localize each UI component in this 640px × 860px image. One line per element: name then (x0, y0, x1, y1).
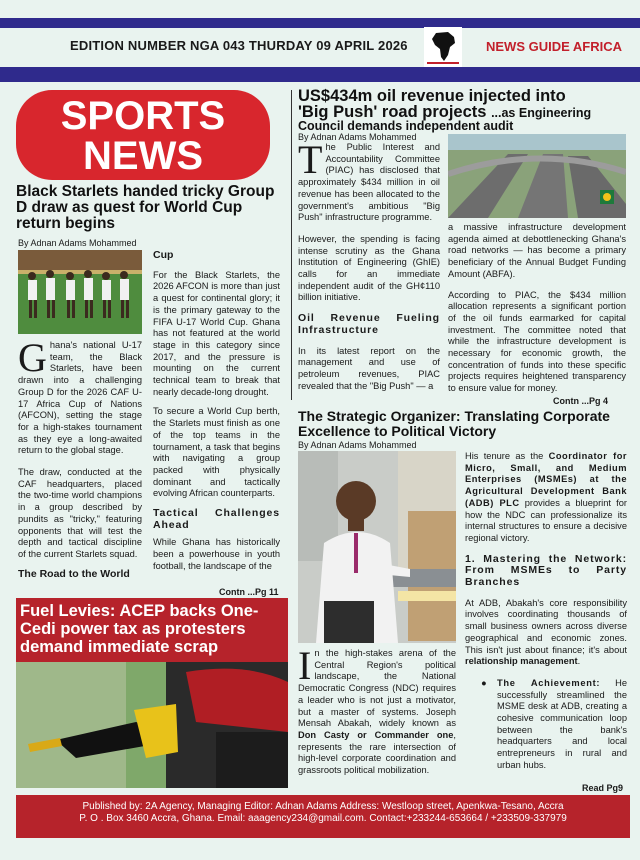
organizer-col2: His tenure as the Coordinator for Micro, Small, and Medium Enterprises (MSMEs) at the Agricultural Development Bank (ADB) PLC provides a blueprint for how the NDC can professionalize its internal structures to ensure a decisive regional victory. 1. Mastering the Network: From MSMEs to Party Branches At ADB, Abakah's core responsibility involves coordinating thousands of small business owners across diverse geographical and economic zones. This isn't just about finance; it's about relationship management. ● The Achievement: He successfully streamlined the MSME desk at ADB, creating a cohesive communication loop between the bank's headquarters and local entrepreneurs in rural and urban hubs. (465, 451, 628, 770)
oil-p1: he Public Interest and Accountability Committee (PIAC) has disclosed that approximately $434 million in oil revenue has been allocated to the government's ambitious "Big Push" infrastructure programme. (298, 142, 440, 223)
oil-byline: By Adnan Adams Mohammed (298, 132, 417, 142)
starlets-p2: The draw, conducted at the CAF headquarters, placed the two-time world champions in a group described by pundits as "tricky," featuring opponents that will test the depth and tactical discipline of the current Starlets squad. (18, 467, 142, 559)
starlets-sub1a: The Road to the World (18, 567, 130, 580)
oil-headline-2a: 'Big Push' road projects (298, 103, 487, 121)
starlets-dropcap: G (18, 335, 47, 380)
starlets-sub1b: Cup (153, 249, 174, 261)
africa-logo-icon (424, 27, 462, 67)
oil-p5: According to PIAC, the $434 million allocation represents a significant portion of the oil funds earmarked for capital investment. The committee noted that while the infrastructure development is necessary for economic growth, the concentration of funds into these specific projects requires heightened transparency to ensure value for money. (448, 289, 626, 394)
oil-p4: a massive infrastructure development agenda aimed at debottlenecking Ghana's road networks — has become a primary beneficiary of the Annual Budget Funding Amount (ABFA). (448, 222, 626, 279)
starlets-col2 (153, 250, 280, 573)
oil-headline-2b: ...as Engineering (491, 106, 592, 120)
organizer-p1c: provides a blueprint for how the NDC can professionalize its internal structures to ensure a decisive regional victory. (465, 497, 627, 543)
oil-dropcap: T (298, 137, 323, 182)
oil-headline-1: US$434m oil revenue injected into (298, 87, 566, 105)
starlets-p1: hana's national U-17 team, the Black Starlets, have been drawn into a challenging Group D for the 2026 CAF U-17 Africa Cup of Nations (AFCON), setting the stage for a high-stakes tournament as they eye a long-awaited return to the global stage. (18, 340, 142, 456)
starlets-p5: While Ghana has historically been a powerhouse in youth football, the landscape of the (153, 537, 280, 571)
organizer-p1: His tenure as the (465, 451, 544, 461)
organizer-headline: The Strategic Organizer: Translating Corporate Excellence to Political Victory (298, 408, 610, 439)
starlets-headline: Black Starlets handed tricky Group D draw as quest for World Cup return begins (16, 183, 275, 232)
organizer-p2b: relationship management (465, 656, 578, 667)
starlets-photo (18, 250, 142, 334)
banner-line-2: NEWS (83, 134, 203, 178)
oil-sub: Oil Revenue Fueling Infrastructure (298, 312, 440, 336)
starlets-col1 (18, 335, 142, 580)
fuel-headline: Fuel Levies: ACEP backs One-Cedi power tax as protesters demand immediate scrap (20, 602, 259, 656)
starlets-p4: To secure a World Cup berth, the Starlets must finish as one of the top teams in the tournament, a task that begins with navigating a group packed with physically dominant and tactically evolving African counterparts. (153, 406, 280, 499)
oil-continued: Contn ...Pg 4 (553, 396, 608, 406)
organizer-continued: Read Pg9 (582, 783, 624, 793)
oil-p2: However, the spending is facing intense scrutiny as the Ghana Institution of Engineering (GhIE) calls for an immediate independent audit of the GH¢110 billion initiative. (298, 233, 440, 303)
oil-col2 (448, 222, 626, 395)
organizer-lead-end: , represents the rare intersection of high-level corporate coordination and grassroots political mobilization. (298, 729, 456, 776)
organizer-bullet-text: He successfully streamlined the MSME desk at ADB, creating a cohesive communication loop between the bank's headquarters and local entrepreneurs in rural and urban hubs. (497, 677, 627, 770)
organizer-photo (298, 451, 456, 643)
organizer-lead-bold: Don Casty or Commander one (298, 729, 454, 740)
column-divider (291, 90, 292, 400)
organizer-bullet-label: The Achievement: (497, 677, 601, 688)
organizer-dropcap: I (298, 643, 312, 688)
fuel-headline-band (16, 598, 288, 662)
starlets-p3: For the Black Starlets, the 2026 AFCON is more than just a quest for continental glory; it is the primary gateway to the FIFA U-17 World Cup. Ghana has not featured at the world stage in this category since 2017, and the pressure is mounting on the current technical team to break that nearly decade-long drought. (153, 269, 280, 397)
masthead-rule (0, 67, 640, 82)
starlets-byline: By Adnan Adams Mohammed (18, 238, 137, 248)
brand-name: NEWS GUIDE AFRICA (486, 39, 623, 54)
organizer-col1 (298, 643, 456, 777)
sports-news-banner (16, 90, 270, 180)
starlets-sub2: Tactical Challenges Ahead (153, 507, 280, 531)
footer-line-1: Published by: 2A Agency, Managing Editor: Adnan Adams Address: Westloop street, Apenkwa-Tesano, Accra (82, 801, 564, 812)
organizer-lead: n the high-stakes arena of the Central Region's political landscape, the National Democratic Congress (NDC) requires a leader who is not just a motivator, but a master of systems. Joseph Mensah Abakah, widely known as (298, 648, 456, 729)
fuel-photo (16, 662, 288, 788)
edition-line: EDITION NUMBER NGA 043 THURDAY 09 APRIL 2026 (70, 38, 408, 53)
starlets-continued: Contn ...Pg 11 (219, 587, 279, 597)
footer-line-2: P. O . Box 3460 Accra, Ghana. Email: aaagency234@gmail.com. Contact:+233244-653664 / +233509-337979 (79, 813, 567, 824)
oil-headline-3: Council demands independent audit (298, 119, 514, 133)
banner-line-1: SPORTS (60, 94, 226, 138)
organizer-bullet (465, 678, 627, 772)
organizer-byline: By Adnan Adams Mohammed (298, 440, 417, 450)
road-photo (448, 134, 626, 218)
top-rule (0, 18, 640, 28)
organizer-p2: At ADB, Abakah's core responsibility involves coordinating thousands of small business owners across diverse geographical and economic zones. This isn't just about finance; it's about (465, 597, 627, 655)
organizer-sub: 1. Mastering the Network: From MSMEs to Party Branches (465, 552, 627, 589)
bullet-dot-icon: ● (481, 677, 487, 688)
organizer-p1b: Coordinator for Micro, Small, and Medium Enterprises (MSMEs) at the Agricultural Development Bank (ADB) PLC (465, 451, 628, 508)
oil-p3: In its latest report on the management and use of petroleum revenues, PIAC revealed that the "Big Push" — a (298, 345, 440, 391)
publisher-footer (16, 795, 630, 838)
